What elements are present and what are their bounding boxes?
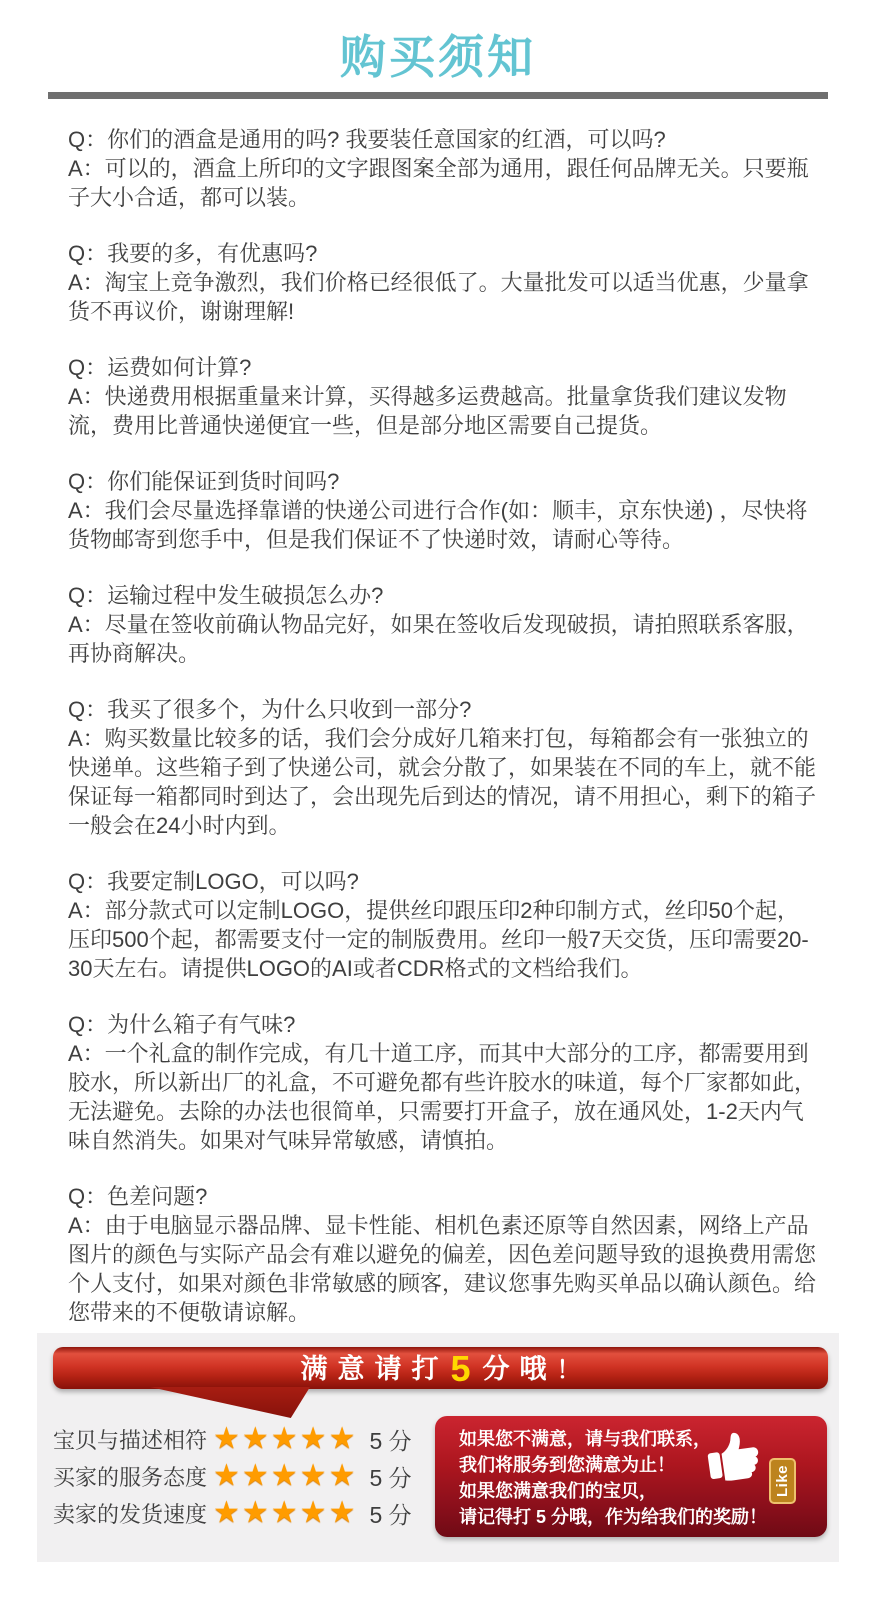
- faq-answer: A：尽量在签收前确认物品完好，如果在签收后发现破损，请拍照联系客服，再协商解决。: [68, 612, 809, 666]
- like-badge-label: Like: [773, 1464, 791, 1498]
- faq-answer: A：由于电脑显示器品牌、显卡性能、相机色素还原等自然因素，网络上产品图片的颜色与实际产品会有难以避免的偏差，因色差问题导致的退换费用需您个人支付，如果对颜色非常敏感的顾客，建议您事先购买单品以确认颜色。给您带来的不便敬请谅解。: [68, 1213, 817, 1325]
- banner-prefix: 满意请打: [300, 1353, 449, 1384]
- banner-suffix: 分哦: [482, 1353, 557, 1384]
- rating-rows: [53, 1424, 412, 1535]
- like-badge: [769, 1458, 796, 1504]
- faq-item: [68, 1010, 816, 1155]
- faq-answer: A：快递费用根据重量来计算，买得越多运费越高。批量拿货我们建议发物流，费用比普通快递便宜一些，但是部分地区需要自己提货。: [68, 384, 787, 438]
- banner-text: [300, 1347, 580, 1390]
- faq-answer: A：部分款式可以定制LOGO，提供丝印跟压印2种印制方式，丝印50个起，压印500个起，都需要支付一定的制版费用。丝印一般7天交货，压印需要20-30天左右。请提供LOGO的AI或者CDR格式的文档给我们。: [68, 898, 809, 981]
- notice-line: 我们将服务到您满意为止！: [459, 1455, 675, 1475]
- faq-item: [68, 581, 816, 668]
- rating-row: [53, 1424, 412, 1454]
- star-icons: ★★★★★: [213, 1459, 358, 1492]
- faq-question: Q：运费如何计算?: [68, 355, 252, 380]
- faq-item: [68, 353, 816, 440]
- faq-answer: A：购买数量比较多的话，我们会分成好几箱来打包，每箱都会有一张独立的快递单。这些箱子到了快递公司，就会分散了，如果装在不同的车上，就不能保证每一箱都同时到达了，会出现先后到达的情况，请不用担心，剩下的箱子一般会在24小时内到。: [68, 726, 817, 838]
- thumbs-up-icon: [703, 1424, 765, 1495]
- faq-item: [68, 695, 816, 840]
- faq-question: Q：你们能保证到货时间吗?: [68, 469, 340, 494]
- notice-line: 如果您满意我们的宝贝，: [459, 1481, 657, 1501]
- rating-score: 5 分: [369, 1427, 412, 1454]
- faq-question: Q：为什么箱子有气味?: [68, 1012, 296, 1037]
- star-icons: ★★★★★: [213, 1496, 358, 1529]
- faq-item: [68, 867, 816, 983]
- notice-line: 如果您不满意，请与我们联系，: [459, 1429, 711, 1449]
- faq-item: [68, 1182, 816, 1327]
- faq-answer: A：一个礼盒的制作完成，有几十道工序，而其中大部分的工序，都需要用到胶水，所以新出厂的礼盒，不可避免都有些许胶水的味道，每个厂家都如此，无法避免。去除的办法也很简单，只需要打开盒子，放在通风处，1-2天内气味自然消失。如果对气味异常敏感，请慎拍。: [68, 1041, 817, 1153]
- faq-answer: A：可以的，酒盒上所印的文字跟图案全部为通用，跟任何品牌无关。只要瓶子大小合适，都可以装。: [68, 156, 809, 210]
- rating-label: 买家的服务态度: [53, 1464, 208, 1490]
- faq-question: Q：我要的多，有优惠吗?: [68, 241, 318, 266]
- star-icons: ★★★★★: [213, 1422, 358, 1455]
- five-score-highlight: 5: [450, 1347, 481, 1389]
- faq-answer: A：淘宝上竞争激烈，我们价格已经很低了。大量批发可以适当优惠，少量拿货不再议价，谢谢理解!: [68, 270, 809, 324]
- faq-item: [68, 467, 816, 554]
- faq-section: [68, 125, 816, 1327]
- rating-label: 宝贝与描述相符: [53, 1427, 208, 1453]
- page-title: 购买须知: [340, 31, 536, 83]
- faq-question: Q：我买了很多个，为什么只收到一部分?: [68, 697, 472, 722]
- rating-score: 5 分: [369, 1464, 412, 1491]
- faq-question: Q：你们的酒盒是通用的吗? 我要装任意国家的红酒，可以吗?: [68, 127, 666, 152]
- banner-exclaim: ！: [556, 1356, 581, 1384]
- notice-box: [435, 1416, 827, 1537]
- faq-question: Q：色差问题?: [68, 1184, 208, 1209]
- rating-row: [53, 1461, 412, 1491]
- rating-score: 5 分: [369, 1501, 412, 1528]
- rating-banner: [53, 1347, 828, 1389]
- rating-row: [53, 1498, 412, 1528]
- rating-label: 卖家的发货速度: [53, 1501, 208, 1527]
- faq-question: Q：我要定制LOGO，可以吗?: [68, 869, 359, 894]
- faq-answer: A：我们会尽量选择靠谱的快递公司进行合作(如：顺丰，京东快递) ，尽快将货物邮寄到您手中，但是我们保证不了快递时效，请耐心等待。: [68, 498, 808, 552]
- notice-line: 请记得打 5 分哦，作为给我们的奖励！: [459, 1507, 768, 1527]
- faq-item: [68, 239, 816, 326]
- title-divider: [48, 92, 828, 99]
- faq-item: [68, 125, 816, 212]
- faq-question: Q：运输过程中发生破损怎么办?: [68, 583, 384, 608]
